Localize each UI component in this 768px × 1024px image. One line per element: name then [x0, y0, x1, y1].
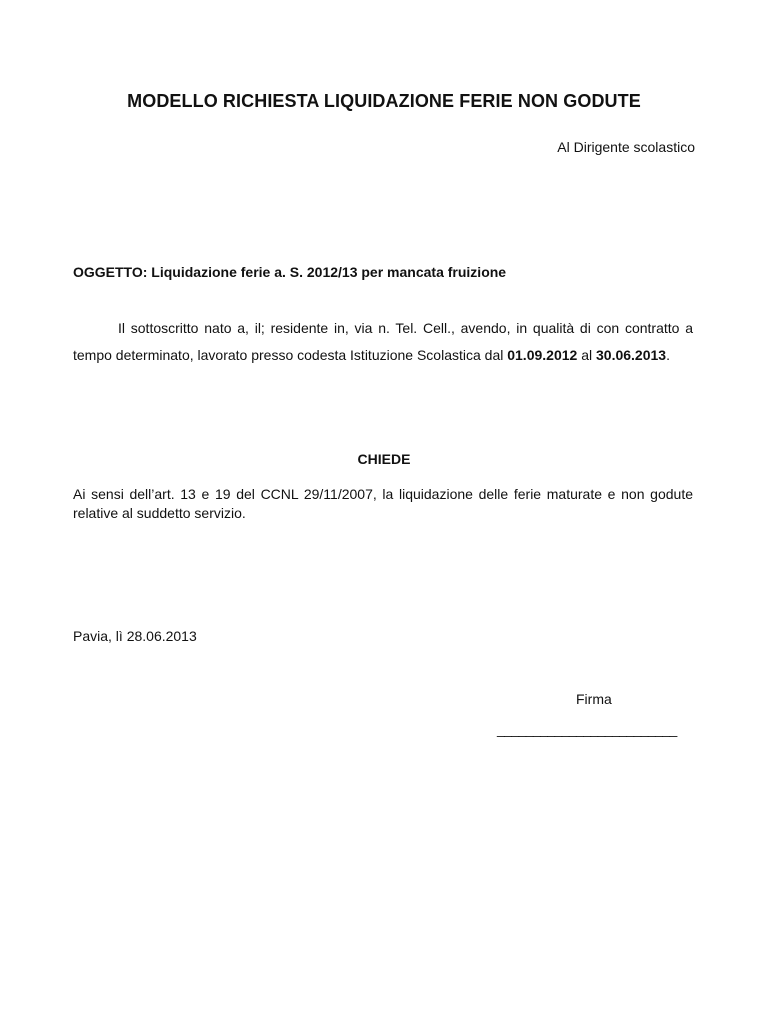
body-paragraph — [73, 315, 693, 368]
request-paragraph: Ai sensi dell’art. 13 e 19 del CCNL 29/11/2007, la liquidazione delle ferie maturate e non godute relative al suddetto servizio. — [73, 486, 693, 521]
body-text-after: . — [666, 346, 670, 363]
request-heading: CHIEDE — [357, 451, 411, 467]
date-to: 30.06.2013 — [596, 346, 667, 363]
document-title: MODELLO RICHIESTA LIQUIDAZIONE FERIE NON GODUTE — [127, 91, 641, 111]
recipient-line: Al Dirigente scolastico — [557, 139, 695, 155]
body-text-before: Il sottoscritto nato a, il; residente in, via n. Tel. Cell., avendo, in qualità di con contratto a tempo determinato, lavorato presso codesta Istituzione Scolastica dal — [73, 320, 693, 363]
subject-line: OGGETTO: Liquidazione ferie a. S. 2012/13 per mancata fruizione — [73, 264, 507, 280]
date-from: 01.09.2012 — [507, 346, 578, 363]
signature-line: _________________________ — [497, 721, 677, 737]
body-connector: al — [577, 346, 596, 363]
signature-label: Firma — [576, 691, 612, 707]
place-date: Pavia, lì 28.06.2013 — [73, 628, 197, 644]
